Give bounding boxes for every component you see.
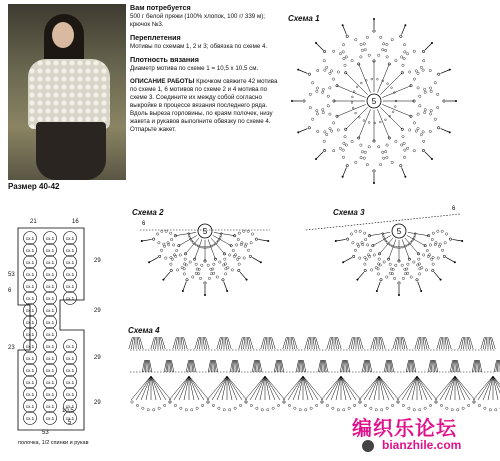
svg-text:сх.1: сх.1 bbox=[65, 392, 75, 397]
svg-text:сх.1: сх.1 bbox=[65, 248, 75, 253]
svg-text:сх.1: сх.1 bbox=[65, 284, 75, 289]
density-body: Диаметр мотива по схеме 1 = 10,5 х 10,5 см. bbox=[130, 65, 259, 72]
svg-text:сх.1: сх.1 bbox=[45, 260, 55, 265]
svg-text:сх.1: сх.1 bbox=[45, 332, 55, 337]
svg-text:сх.1: сх.1 bbox=[25, 248, 35, 253]
dim-left-23: 23 bbox=[8, 345, 15, 351]
scheme-4-label: Схема 4 bbox=[128, 326, 160, 335]
dim-right-29d: 29 bbox=[94, 400, 101, 406]
dim-top-left: 21 bbox=[30, 219, 37, 225]
svg-text:сх.1: сх.1 bbox=[25, 344, 35, 349]
density-title: Плотность вязания bbox=[130, 55, 199, 64]
dim-right-29c: 29 bbox=[94, 355, 101, 361]
svg-text:сх.1: сх.1 bbox=[25, 320, 35, 325]
svg-text:сх.1: сх.1 bbox=[45, 344, 55, 349]
svg-text:сх.1: сх.1 bbox=[45, 416, 55, 421]
svg-text:сх.1: сх.1 bbox=[65, 368, 75, 373]
svg-text:сх.1: сх.1 bbox=[65, 236, 75, 241]
dim-bottom-53: 53 bbox=[42, 430, 49, 436]
scheme-4-edging bbox=[129, 337, 500, 411]
materials-title: Вам потребуется bbox=[130, 3, 191, 12]
scheme-2-label: Схема 2 bbox=[132, 208, 164, 217]
svg-text:сх.1: сх.1 bbox=[25, 404, 35, 409]
svg-text:сх.1: сх.1 bbox=[45, 308, 55, 313]
svg-text:сх.1: сх.1 bbox=[65, 296, 75, 301]
svg-text:сх.1: сх.1 bbox=[25, 392, 35, 397]
dim-bottom-5: 5 bbox=[68, 420, 72, 426]
description-title: ОПИСАНИЕ РАБОТЫ bbox=[130, 78, 195, 85]
svg-text:сх.1: сх.1 bbox=[25, 272, 35, 277]
dim-top-right: 16 bbox=[72, 219, 79, 225]
scheme-2-motif bbox=[140, 214, 460, 296]
svg-text:сх.1: сх.1 bbox=[45, 296, 55, 301]
svg-text:сх.1: сх.1 bbox=[45, 284, 55, 289]
svg-text:сх.1: сх.1 bbox=[25, 368, 35, 373]
svg-text:сх.1: сх.1 bbox=[45, 392, 55, 397]
scheme-1-label: Схема 1 bbox=[288, 14, 320, 23]
dim-left-53: 53 bbox=[8, 272, 15, 278]
svg-text:сх.1: сх.1 bbox=[45, 236, 55, 241]
svg-text:сх.1: сх.1 bbox=[45, 380, 55, 385]
svg-text:сх.1: сх.1 bbox=[65, 356, 75, 361]
svg-text:сх.1: сх.1 bbox=[25, 284, 35, 289]
scheme-3-label: Схема 3 bbox=[333, 208, 365, 217]
dim-right-29a: 29 bbox=[94, 258, 101, 264]
svg-text:сх.1: сх.1 bbox=[45, 272, 55, 277]
scheme-3-row-number: 6 bbox=[452, 206, 456, 212]
dim-bottom-left: 10,5 bbox=[62, 408, 74, 414]
weaving-title: Переплетения bbox=[130, 33, 181, 42]
description-body: Крючком свяжите 42 мотива по схеме 1, 6 мотивов по схеме 2 и 4 мотива по схеме 3. Соедините их между собой согласно выкройке в процессе вязания последнего ряда. Вдоль выреза горловины, по краям полочек, низу жакета и рукавов выполните обвязку по схеме 4. Отпарьте жакет. bbox=[130, 78, 278, 133]
svg-text:сх.1: сх.1 bbox=[25, 332, 35, 337]
svg-text:сх.1: сх.1 bbox=[65, 416, 75, 421]
svg-text:сх.1: сх.1 bbox=[25, 236, 35, 241]
materials-body: 500 г белой пряжи (100% хлопок, 100 г/ 339 м); крючок №3. bbox=[130, 13, 265, 28]
svg-text:сх.1: сх.1 bbox=[45, 404, 55, 409]
svg-text:сх.1: сх.1 bbox=[25, 416, 35, 421]
watermark-title: 编织乐论坛 bbox=[352, 418, 457, 440]
svg-text:сх.1: сх.1 bbox=[45, 368, 55, 373]
svg-text:сх.1: сх.1 bbox=[25, 356, 35, 361]
svg-text:сх.1: сх.1 bbox=[25, 380, 35, 385]
watermark-url: bianzhile.com bbox=[382, 438, 462, 452]
dim-left-6: 6 bbox=[8, 288, 12, 294]
svg-text:сх.1: сх.1 bbox=[45, 320, 55, 325]
scheme-2-row-number: 6 bbox=[142, 221, 146, 227]
svg-text:сх.1: сх.1 bbox=[65, 272, 75, 277]
svg-text:сх.1: сх.1 bbox=[45, 356, 55, 361]
svg-text:сх.1: сх.1 bbox=[25, 260, 35, 265]
weaving-body: Мотивы по схемам 1, 2 и 3; обвязка по схеме 4. bbox=[130, 43, 268, 50]
svg-text:сх.1: сх.1 bbox=[45, 248, 55, 253]
watermark-icon bbox=[362, 440, 374, 452]
svg-text:сх.1: сх.1 bbox=[25, 308, 35, 313]
size-label: Размер 40-42 bbox=[8, 182, 60, 191]
svg-text:сх.1: сх.1 bbox=[65, 260, 75, 265]
scheme-2-center-number: 5 bbox=[202, 227, 208, 236]
svg-text:сх.1: сх.1 bbox=[65, 380, 75, 385]
svg-text:сх.1: сх.1 bbox=[65, 344, 75, 349]
scheme-1-center-number: 5 bbox=[371, 97, 377, 106]
pattern-caption: полочка, 1/2 спинки и рукав bbox=[18, 440, 89, 446]
scheme-3-center-number: 5 bbox=[396, 227, 402, 236]
svg-text:сх.1: сх.1 bbox=[65, 404, 75, 409]
dim-right-29b: 29 bbox=[94, 308, 101, 314]
svg-text:сх.1: сх.1 bbox=[25, 296, 35, 301]
garment-pattern bbox=[18, 228, 84, 430]
